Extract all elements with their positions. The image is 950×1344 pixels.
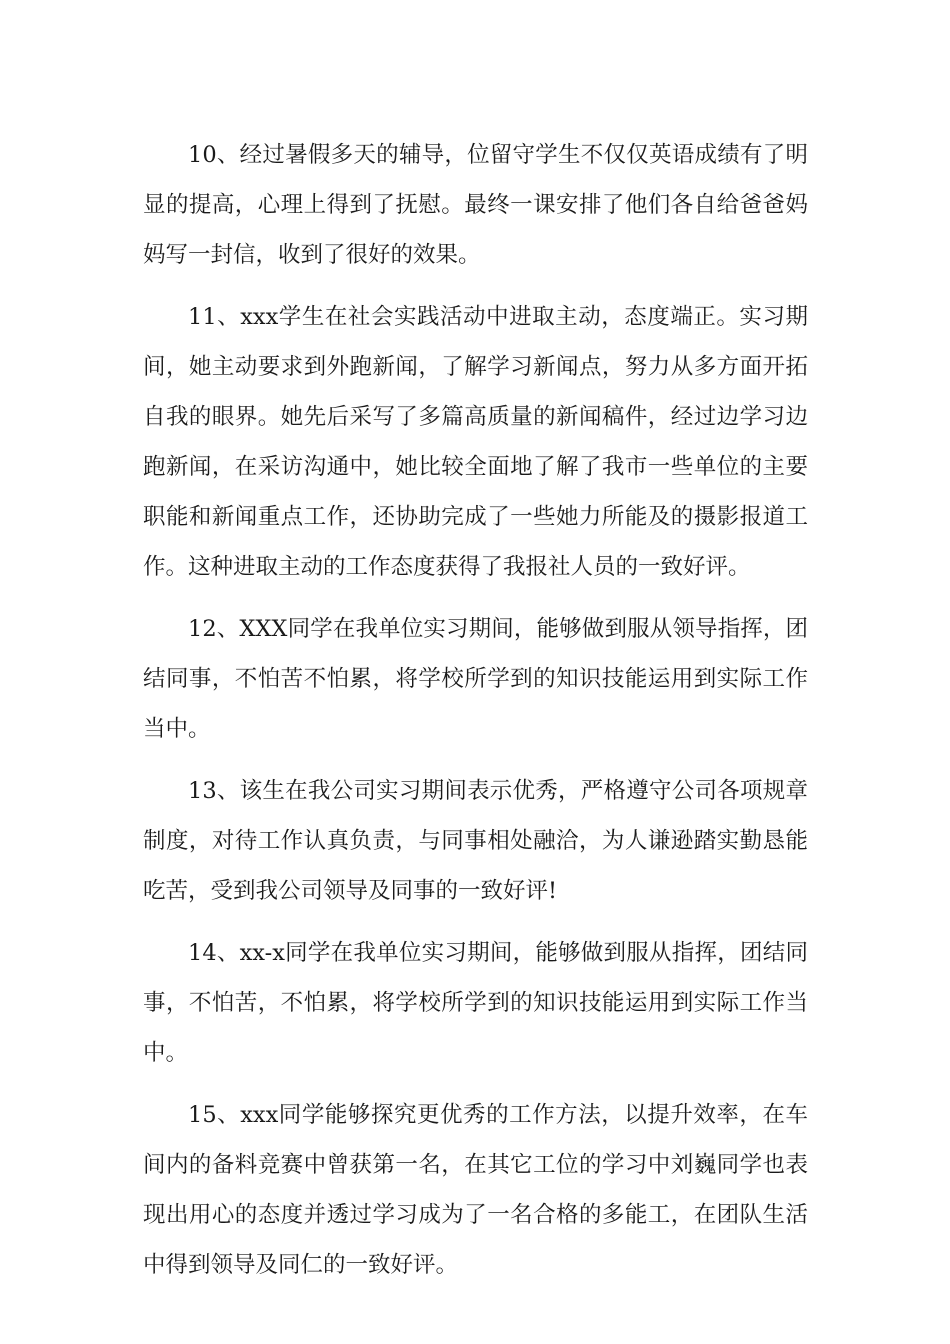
paragraph-12: 12、XXX同学在我单位实习期间，能够做到服从领导指挥，团结同事，不怕苦不怕累，将学校所学到的知识技能运用到实际工作当中。: [143, 616, 808, 742]
paragraph-14: 14、xx-x同学在我单位实习期间，能够做到服从指挥，团结同事，不怕苦，不怕累，将学校所学到的知识技能运用到实际工作当中。: [143, 940, 808, 1066]
paragraph-13: 13、该生在我公司实习期间表示优秀，严格遵守公司各项规章制度，对待工作认真负责，与同事相处融洽，为人谦逊踏实勤恳能吃苦，受到我公司领导及同事的一致好评!: [143, 778, 808, 904]
paragraph-15: 15、xxx同学能够探究更优秀的工作方法，以提升效率，在车间内的备料竞赛中曾获第一名，在其它工位的学习中刘巍同学也表现出用心的态度并透过学习成为了一名合格的多能工，在团队生活中得到领导及同仁的一致好评。: [143, 1102, 808, 1278]
paragraph-10: 10、经过暑假多天的辅导，位留守学生不仅仅英语成绩有了明显的提高，心理上得到了抚慰。最终一课安排了他们各自给爸爸妈妈写一封信，收到了很好的效果。: [143, 142, 808, 268]
document-body: [143, 130, 808, 1302]
paragraph-11: 11、xxx学生在社会实践活动中进取主动，态度端正。实习期间，她主动要求到外跑新闻，了解学习新闻点，努力从多方面开拓自我的眼界。她先后采写了多篇高质量的新闻稿件，经过边学习边跑新闻，在采访沟通中，她比较全面地了解了我市一些单位的主要职能和新闻重点工作，还协助完成了一些她力所能及的摄影报道工作。这种进取主动的工作态度获得了我报社人员的一致好评。: [143, 304, 808, 580]
